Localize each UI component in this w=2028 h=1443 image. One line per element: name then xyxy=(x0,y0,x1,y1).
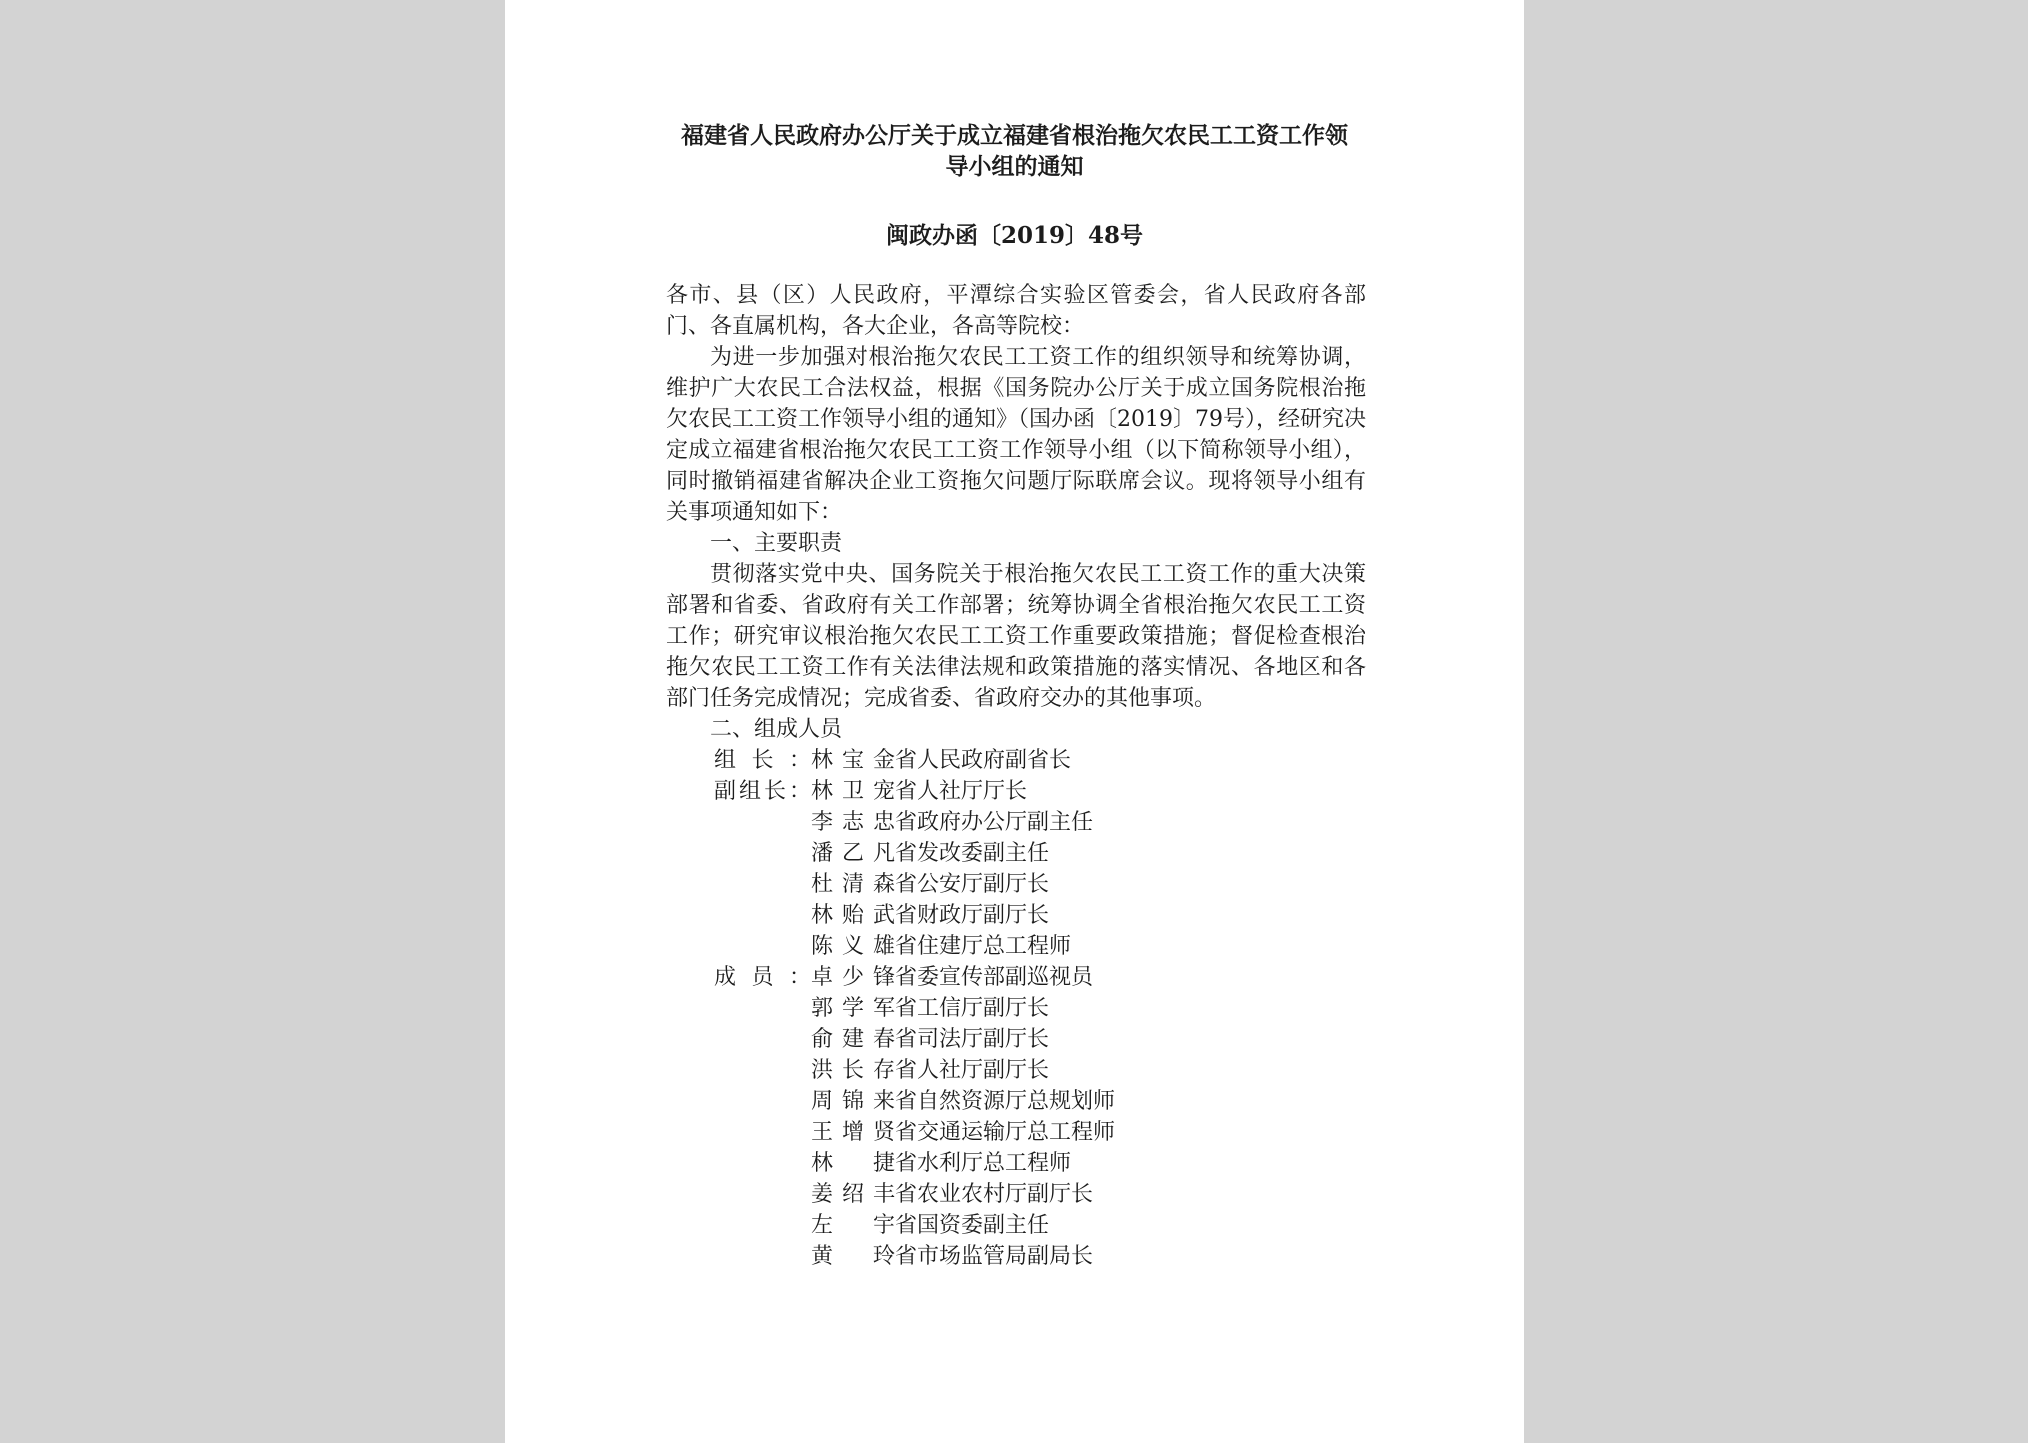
member-row xyxy=(666,1055,1366,1086)
member-role xyxy=(714,869,811,900)
member-name: 林捷 xyxy=(811,1151,895,1176)
member-position: 省人社厅副厅长 xyxy=(895,1058,1050,1083)
member-role xyxy=(714,993,811,1024)
member-role xyxy=(714,1179,811,1210)
member-position: 省司法厅副厅长 xyxy=(895,1027,1050,1052)
document-number: 闽政办函〔2019〕48号 xyxy=(885,222,1144,249)
member-name: 李志忠 xyxy=(811,810,895,835)
member-name: 洪长存 xyxy=(811,1058,895,1083)
member-row xyxy=(666,838,1366,869)
member-name: 林宝金 xyxy=(811,748,895,773)
member-row xyxy=(666,1086,1366,1117)
member-row xyxy=(666,1241,1366,1272)
title-line-1: 福建省人民政府办公厅关于成立福建省根治拖欠农民工工资工作领 xyxy=(681,122,1348,149)
member-row xyxy=(666,869,1366,900)
section-heading-members: 二、组成人员 xyxy=(710,717,843,742)
member-role: 组长： xyxy=(714,748,811,773)
member-position: 省公安厅副厅长 xyxy=(895,872,1050,897)
member-row xyxy=(666,931,1366,962)
member-name: 姜绍丰 xyxy=(811,1182,895,1207)
member-row xyxy=(666,1179,1366,1210)
members-list xyxy=(666,745,1366,1272)
document-title xyxy=(505,120,1524,182)
member-role xyxy=(714,1148,811,1179)
intro-paragraph: 为进一步加强对根治拖欠农民工工资工作的组织领导和统筹协调，维护广大农民工合法权益，根据《国务院办公厅关于成立国务院根治拖欠农民工工资工作领导小组的通知》（国办函〔2019〕79号），经研究决定成立福建省根治拖欠农民工工资工作领导小组（以下简称领导小组），同时撤销福建省解决企业工资拖欠问题厅际联席会议。现将领导小组有关事项通知如下： xyxy=(666,345,1366,525)
member-role xyxy=(714,1055,811,1086)
member-name: 陈义雄 xyxy=(811,934,895,959)
member-row xyxy=(666,1024,1366,1055)
member-row xyxy=(666,807,1366,838)
member-row xyxy=(666,1117,1366,1148)
title-line-2: 导小组的通知 xyxy=(945,153,1084,180)
member-position: 省委宣传部副巡视员 xyxy=(895,965,1094,990)
member-role xyxy=(714,1117,811,1148)
member-row xyxy=(666,1148,1366,1179)
member-name: 左宇 xyxy=(811,1213,895,1238)
member-row xyxy=(666,776,1366,807)
member-row xyxy=(666,1210,1366,1241)
member-row xyxy=(666,993,1366,1024)
member-row xyxy=(666,745,1366,776)
member-name: 卓少锋 xyxy=(811,965,895,990)
member-role xyxy=(714,1241,811,1272)
member-row xyxy=(666,962,1366,993)
member-position: 省财政厅副厅长 xyxy=(895,903,1050,928)
member-position: 省发改委副主任 xyxy=(895,841,1050,866)
member-role xyxy=(714,900,811,931)
member-name: 杜清森 xyxy=(811,872,895,897)
member-name: 王增贤 xyxy=(811,1120,895,1145)
member-position: 省人社厅厅长 xyxy=(895,779,1028,804)
member-role: 副组长： xyxy=(714,779,811,804)
member-position: 省自然资源厅总规划师 xyxy=(895,1089,1116,1114)
member-name: 周锦来 xyxy=(811,1089,895,1114)
member-role xyxy=(714,807,811,838)
member-row xyxy=(666,900,1366,931)
member-position: 省工信厅副厅长 xyxy=(895,996,1050,1021)
member-role: 成员： xyxy=(714,965,811,990)
member-name: 郭学军 xyxy=(811,996,895,1021)
member-name: 潘乙凡 xyxy=(811,841,895,866)
member-position: 省市场监管局副局长 xyxy=(895,1244,1094,1269)
member-position: 省农业农村厅副厅长 xyxy=(895,1182,1094,1207)
document-page xyxy=(505,0,1524,1443)
member-name: 林卫宠 xyxy=(811,779,895,804)
document-body xyxy=(666,280,1366,1272)
responsibilities-paragraph: 贯彻落实党中央、国务院关于根治拖欠农民工工资工作的重大决策部署和省委、省政府有关工作部署；统筹协调全省根治拖欠农民工工资工作；研究审议根治拖欠农民工工资工作重要政策措施；督促检查根治拖欠农民工工资工作有关法律法规和政策措施的落实情况、各地区和各部门任务完成情况；完成省委、省政府交办的其他事项。 xyxy=(666,562,1366,711)
member-role xyxy=(714,1210,811,1241)
member-role xyxy=(714,838,811,869)
addressee-paragraph: 各市、县（区）人民政府，平潭综合实验区管委会，省人民政府各部门、各直属机构，各大企业，各高等院校： xyxy=(666,283,1366,339)
member-name: 俞建春 xyxy=(811,1027,895,1052)
member-role xyxy=(714,1024,811,1055)
member-role xyxy=(714,931,811,962)
section-heading-responsibilities: 一、主要职责 xyxy=(710,531,843,556)
member-position: 省政府办公厅副主任 xyxy=(895,810,1094,835)
member-name: 黄玲 xyxy=(811,1244,895,1269)
member-role xyxy=(714,1086,811,1117)
member-position: 省交通运输厅总工程师 xyxy=(895,1120,1116,1145)
member-position: 省国资委副主任 xyxy=(895,1213,1050,1238)
member-position: 省人民政府副省长 xyxy=(895,748,1072,773)
member-position: 省水利厅总工程师 xyxy=(895,1151,1072,1176)
member-position: 省住建厅总工程师 xyxy=(895,934,1072,959)
member-name: 林贻武 xyxy=(811,903,895,928)
